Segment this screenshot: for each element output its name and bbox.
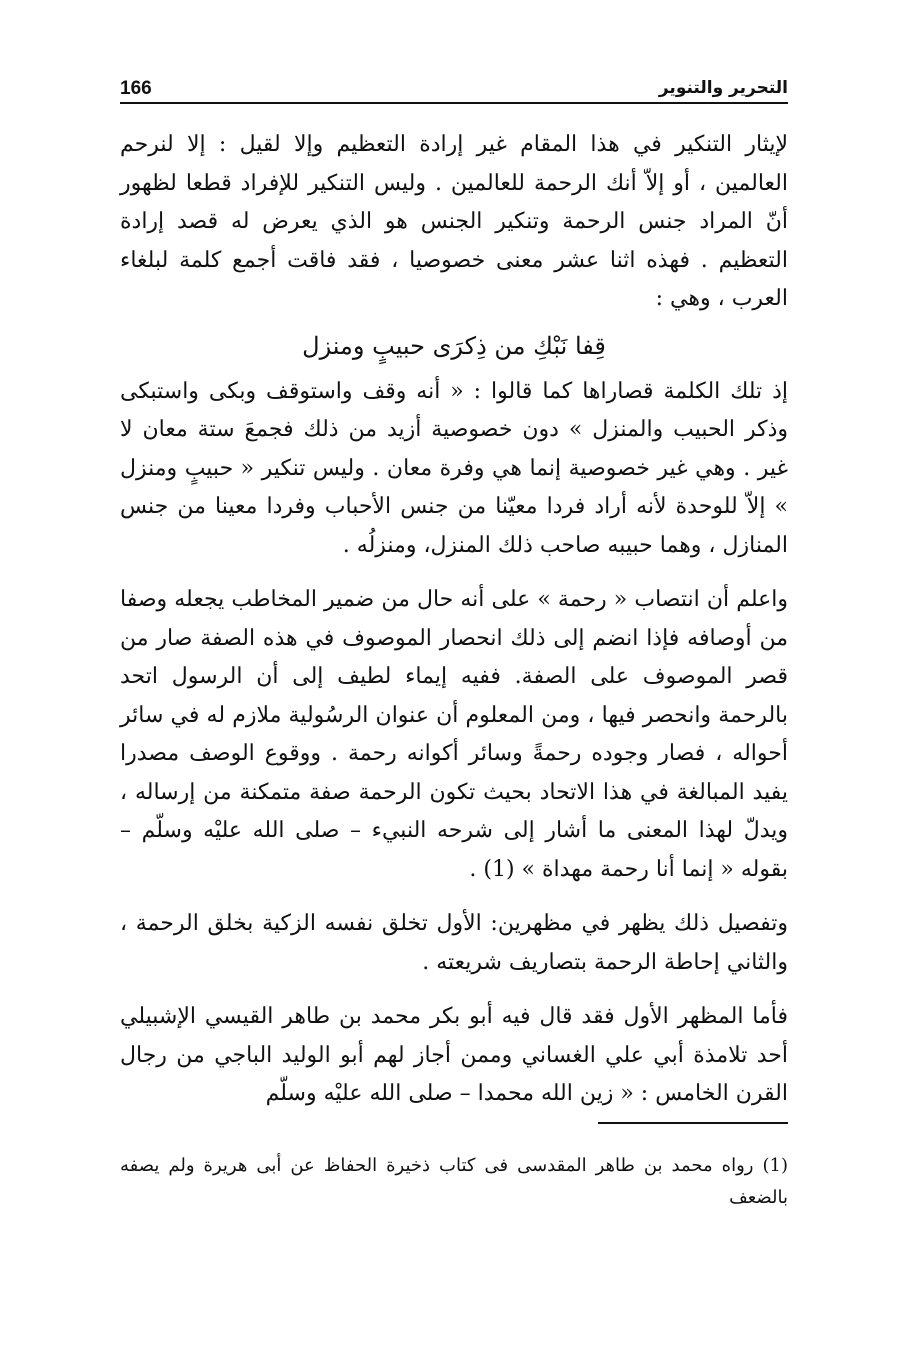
poetry-verse: قِفا نَبْكِ من ذِكرَى حبيبٍ ومنزل bbox=[302, 331, 606, 360]
paragraph-1: لإيثار التنكير في هذا المقام غير إرادة التعظيم وإلا لقيل : إلا لنرحم العالمين ، أو إلاّ أنك الرحمة للعالمين . وليس التنكير للإفراد قطعا لظهور أنّ المراد جنس الرحمة وتنكير الجنس هو الذي يعرض له قصد إرادة التعظيم . فهذه اثنا عشر معنى خصوصيا ، فقد فاقت أجمع كلمة لبلغاء العرب ، وهي : bbox=[120, 132, 788, 311]
book-title: التحرير والتنوير bbox=[658, 78, 788, 98]
footnote: (1) رواه محمد بن طاهر المقدسى فى كتاب ذخيرة الحفاظ عن أبى هريرة ولم يصفه بالضعف bbox=[120, 1155, 788, 1208]
page-number: 166 bbox=[120, 78, 152, 99]
paragraph-2: إذ تلك الكلمة قصاراها كما قالوا : « أنه وقف واستوقف وبكى واستبكى وذكر الحبيب والمنزل » دون خصوصية أزيد من ذلك فجمعَ ستة معان لا غير . وهي غير خصوصية إنما هي وفرة معان . وليس تنكير « حبيبٍ ومنزل » إلاّ للوحدة لأنه أراد فردا معيّنا من جنس الأحباب وفردا معينا من جنس المنازل ، وهما حبيبه صاحب ذلك المنزل، ومنزلُه . bbox=[120, 378, 788, 558]
paragraph-gap bbox=[120, 982, 788, 998]
paragraph-gap bbox=[120, 565, 788, 581]
footnote-separator bbox=[598, 1122, 788, 1124]
running-header bbox=[120, 70, 788, 104]
paragraph-3: واعلم أن انتصاب « رحمة » على أنه حال من ضمير المخاطب يجعله وصفا من أوصافه فإذا انضم إلى ذلك انحصار الموصوف في هذه الصفة صار من قصر الموصوف على الصفة. ففيه إيماء لطيف إلى أن الرسول اتحد بالرحمة وانحصر فيها ، ومن المعلوم أن عنوان الرسُولية ملازم له في سائر أحواله ، فصار وجوده رحمةً وسائر أكوانه رحمة . ووقوع الوصف مصدرا يفيد المبالغة في هذا الاتحاد بحيث تكون الرحمة صفة متمكنة من إرساله ، ويدلّ لهذا المعنى ما أشار إلى شرحه النبيء – صلى الله عليْه وسلّم – بقوله « إنما أنا رحمة مهداة » (1) . bbox=[120, 587, 788, 882]
paragraph-5: فأما المظهر الأول فقد قال فيه أبو بكر محمد بن طاهر القيسي الإشبيلي أحد تلامذة أبي علي الغساني وممن أجاز لهم أبو الوليد الباجي من رجال القرن الخامس : « زين الله محمدا – صلى الله عليْه وسلّم bbox=[120, 1004, 788, 1106]
paragraph-gap bbox=[120, 889, 788, 905]
paragraph-4: وتفصيل ذلك يظهر في مظهرين: الأول تخلق نفسه الزكية بخلق الرحمة ، والثاني إحاطة الرحمة بتصاريف شريعته . bbox=[120, 911, 788, 975]
main-text bbox=[120, 126, 788, 1114]
